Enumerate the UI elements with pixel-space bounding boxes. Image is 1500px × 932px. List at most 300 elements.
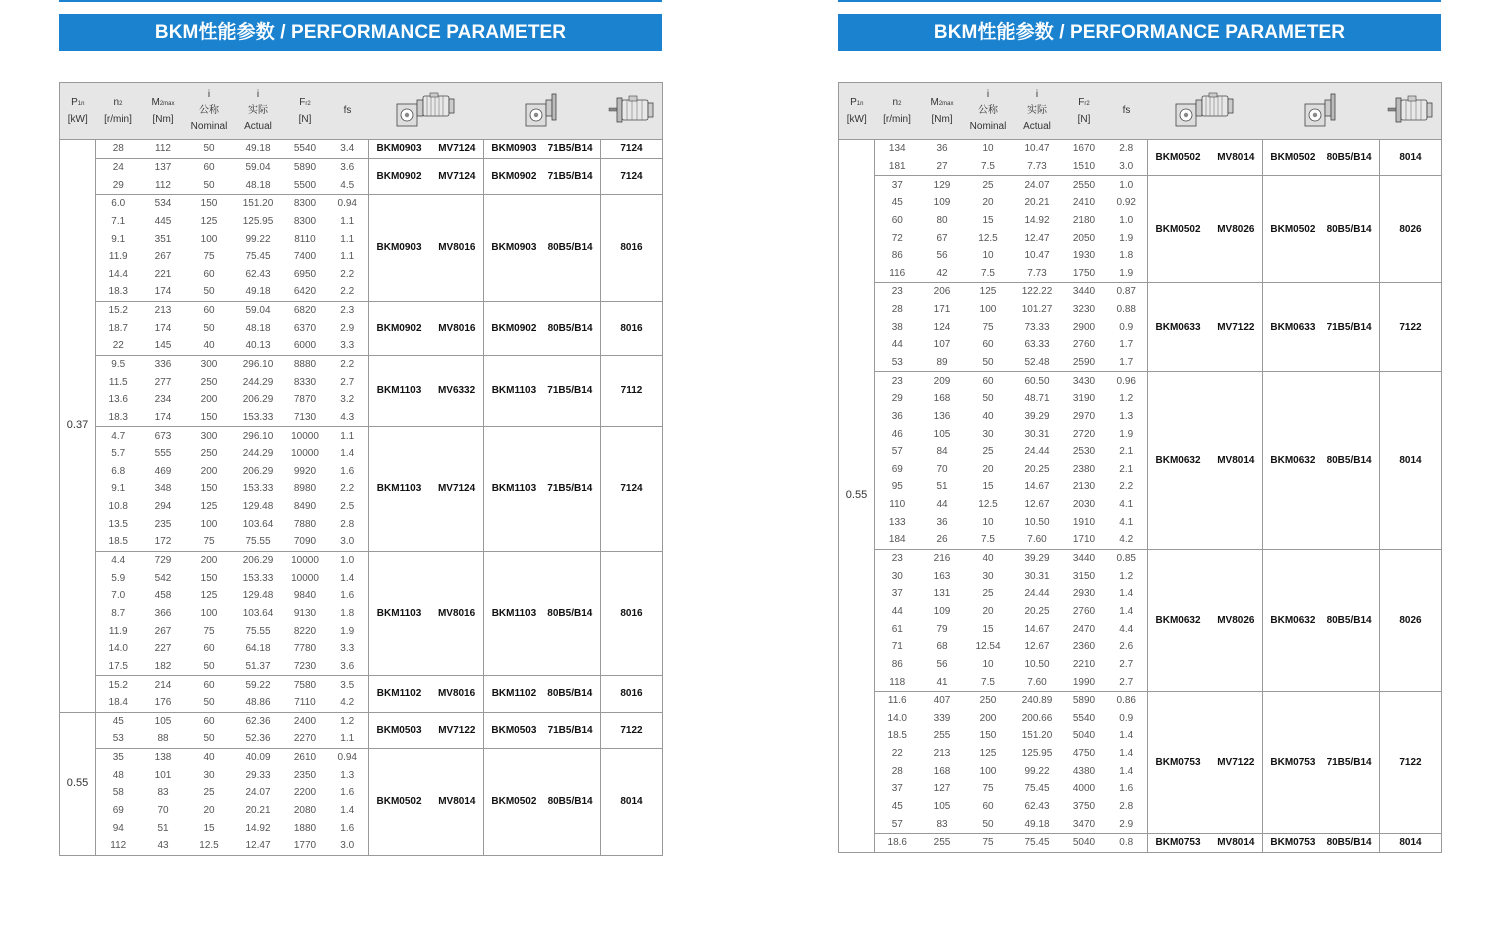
flange-code: 71B5/B14 xyxy=(547,143,593,155)
gearbox-code: BKM0502 xyxy=(1155,152,1201,164)
motor-model-cell: 8014 xyxy=(601,748,663,855)
torque-cell: 227 xyxy=(154,643,172,655)
ratio-nominal-cell: 12.5 xyxy=(978,499,998,511)
ratio-actual-cell: 51.37 xyxy=(245,660,271,672)
radial-load-cell: 1880 xyxy=(293,822,317,834)
service-factor-cell: 1.0 xyxy=(1106,176,1148,194)
table-row xyxy=(839,549,1442,567)
torque-cell: 182 xyxy=(154,660,172,672)
ratio-nominal-cell: 40 xyxy=(982,410,994,422)
speed-cell: 30 xyxy=(891,570,903,582)
ratio-actual-cell: 129.48 xyxy=(242,590,274,602)
header-force-symbol: F xyxy=(299,96,306,108)
ratio-actual-cell: 24.07 xyxy=(245,787,271,799)
ratio-nominal-cell: 125 xyxy=(200,215,218,227)
panel-title: BKM性能参数 / PERFORMANCE PARAMETER xyxy=(838,14,1441,51)
gearbox-code: BKM0502 xyxy=(491,796,537,808)
service-factor-cell: 0.85 xyxy=(1106,549,1148,567)
radial-load-cell: 10000 xyxy=(291,448,319,460)
torque-cell: 172 xyxy=(154,536,172,548)
ratio-nominal-cell: 60 xyxy=(186,676,233,694)
service-factor-cell: 2.1 xyxy=(1119,463,1134,475)
ratio-actual-cell: 12.67 xyxy=(1024,499,1050,511)
flange-code: 80B5/B14 xyxy=(547,688,593,700)
header-ratio-actual xyxy=(233,83,284,140)
speed-cell: 7.0 xyxy=(111,590,126,602)
speed-cell: 14.4 xyxy=(108,268,128,280)
speed-cell: 29 xyxy=(112,179,124,191)
radial-load-cell: 7400 xyxy=(293,251,317,263)
motor-model-cell: 8016 xyxy=(601,194,663,301)
header-force-symbol: F xyxy=(1078,96,1085,108)
service-factor-cell: 1.6 xyxy=(340,787,355,799)
ratio-nominal-cell: 10 xyxy=(982,658,994,670)
ratio-actual-cell: 153.33 xyxy=(242,411,274,423)
torque-cell: 88 xyxy=(157,733,169,745)
ratio-nominal-cell: 40 xyxy=(186,748,233,766)
ratio-actual-cell: 40.13 xyxy=(245,340,271,352)
service-factor-cell: 1.4 xyxy=(1119,730,1134,742)
header-ratio-cn: 实际 xyxy=(248,105,268,116)
service-factor-cell: 1.4 xyxy=(1119,588,1134,600)
header-power-unit: [kW] xyxy=(846,113,867,125)
radial-load-cell: 3430 xyxy=(1063,372,1106,390)
gearbox-code: BKM0632 xyxy=(1270,614,1316,626)
service-factor-cell: 1.6 xyxy=(340,590,355,602)
ratio-actual-cell: 39.29 xyxy=(1024,410,1050,422)
service-factor-cell: 4.1 xyxy=(1119,499,1134,511)
speed-cell: 116 xyxy=(889,267,906,279)
ratio-nominal-cell: 7.5 xyxy=(981,676,995,688)
radial-load-cell: 3150 xyxy=(1072,570,1096,582)
radial-load-cell: 2530 xyxy=(1072,446,1096,458)
gearbox-code: BKM0632 xyxy=(1270,455,1316,467)
gearbox-model-cell xyxy=(484,427,601,551)
service-factor-cell: 3.0 xyxy=(340,536,355,548)
radial-load-cell: 7090 xyxy=(293,536,317,548)
radial-load-cell: 1510 xyxy=(1072,160,1096,172)
flange-code: 71B5/B14 xyxy=(547,170,593,182)
gearbox-model-cell xyxy=(484,140,601,159)
ratio-nominal-cell: 25 xyxy=(203,787,215,799)
torque-cell: 89 xyxy=(936,357,948,368)
radial-load-cell: 6000 xyxy=(293,340,317,352)
radial-load-cell: 5540 xyxy=(1072,712,1096,724)
ratio-actual-cell: 103.64 xyxy=(242,518,274,530)
speed-cell: 9.1 xyxy=(111,483,126,495)
ratio-actual-cell: 59.04 xyxy=(233,158,284,176)
service-factor-cell: 1.4 xyxy=(340,448,355,460)
ratio-actual-cell: 48.18 xyxy=(245,322,271,334)
radial-load-cell: 2970 xyxy=(1072,410,1096,422)
speed-cell: 11.9 xyxy=(108,251,128,263)
torque-cell: 469 xyxy=(154,465,172,477)
gearbox-code: BKM0753 xyxy=(1270,756,1316,768)
gearmotor-model-cell xyxy=(369,355,484,427)
radial-load-cell: 10000 xyxy=(284,427,327,445)
gearbox-flange-icon xyxy=(520,92,564,130)
motor-code: MV7122 xyxy=(1217,321,1255,333)
table-row xyxy=(839,833,1442,852)
header-motor-gearbox xyxy=(1148,83,1263,140)
service-factor-cell: 1.1 xyxy=(340,215,355,227)
torque-cell: 43 xyxy=(141,837,186,855)
ratio-actual-cell: 7.73 xyxy=(1027,160,1047,172)
header-speed-symbol: n xyxy=(892,96,899,108)
header-gearbox xyxy=(484,83,601,140)
ratio-actual-cell: 103.64 xyxy=(242,607,274,619)
service-factor-cell: 1.6 xyxy=(340,822,355,834)
service-factor-cell: 4.2 xyxy=(1119,534,1134,546)
torque-cell: 112 xyxy=(155,143,171,155)
ratio-actual-cell: 122.22 xyxy=(1012,283,1063,301)
ratio-actual-cell: 59.04 xyxy=(233,301,284,319)
radial-load-cell: 8490 xyxy=(293,501,317,513)
motor-code: MV8016 xyxy=(437,607,476,619)
gearbox-model-cell xyxy=(484,676,601,712)
speed-cell: 36 xyxy=(891,410,903,422)
gearbox-code: BKM0902 xyxy=(376,322,422,334)
torque-cell: 555 xyxy=(154,448,172,460)
ratio-actual-cell: 14.92 xyxy=(245,822,271,834)
gearbox-code: BKM0503 xyxy=(491,724,537,736)
header-power-sub: 1n xyxy=(856,100,864,107)
torque-cell: 112 xyxy=(155,179,171,191)
power-cell: 0.37 xyxy=(60,140,96,713)
speed-cell: 86 xyxy=(891,658,903,670)
ratio-nominal-cell: 75 xyxy=(203,536,215,548)
gearbox-code: BKM0503 xyxy=(376,724,422,736)
table-row xyxy=(60,301,663,319)
ratio-nominal-cell: 75 xyxy=(965,833,1012,852)
torque-cell: 235 xyxy=(154,518,172,530)
gearbox-code: BKM0902 xyxy=(491,170,537,182)
motor-code: MV8016 xyxy=(437,688,476,700)
gearbox-flange-icon xyxy=(1299,92,1343,130)
header-ratio-en: Nominal xyxy=(969,121,1007,132)
radial-load-cell: 6420 xyxy=(293,286,317,298)
ratio-nominal-cell: 150 xyxy=(200,411,218,423)
radial-load-cell: 2210 xyxy=(1072,658,1096,670)
torque-cell: 348 xyxy=(154,483,172,495)
service-factor-cell: 4.2 xyxy=(327,694,369,712)
header-torque-unit: [Nm] xyxy=(931,113,953,125)
motor-code: MV7122 xyxy=(438,724,476,736)
torque-cell: 36 xyxy=(936,516,948,528)
speed-cell: 11.6 xyxy=(875,691,920,709)
gearbox-code: BKM1103 xyxy=(491,607,537,619)
torque-cell: 366 xyxy=(154,607,172,619)
service-factor-cell: 3.3 xyxy=(340,340,355,352)
ratio-actual-cell: 24.44 xyxy=(1024,446,1050,458)
radial-load-cell: 7130 xyxy=(293,411,317,423)
gearmotor-model-cell xyxy=(369,748,484,855)
torque-cell: 174 xyxy=(154,286,172,298)
gearbox-code: BKM0753 xyxy=(1155,756,1201,768)
speed-cell: 57 xyxy=(891,446,903,458)
ratio-actual-cell: 125.95 xyxy=(1021,748,1053,760)
ratio-nominal-cell: 60 xyxy=(186,158,233,176)
speed-cell: 53 xyxy=(112,733,124,745)
ratio-actual-cell: 49.18 xyxy=(1024,818,1050,830)
gearmotor-model-cell xyxy=(1148,833,1263,852)
ratio-nominal-cell: 25 xyxy=(965,176,1012,194)
ratio-nominal-cell: 10 xyxy=(982,143,994,155)
torque-cell: 267 xyxy=(154,251,172,263)
radial-load-cell: 5040 xyxy=(1072,730,1096,742)
service-factor-cell: 2.2 xyxy=(340,286,355,298)
table-row xyxy=(60,140,663,159)
motor-icon xyxy=(1386,92,1434,130)
performance-table xyxy=(838,82,1442,853)
torque-cell: 129 xyxy=(920,176,965,194)
radial-load-cell: 1930 xyxy=(1072,250,1096,262)
header-ratio-en: Actual xyxy=(1023,121,1051,132)
torque-cell: 83 xyxy=(936,818,948,830)
ratio-nominal-cell: 15 xyxy=(982,623,994,635)
torque-cell: 26 xyxy=(936,534,948,546)
service-factor-cell: 1.1 xyxy=(327,427,369,445)
ratio-nominal-cell: 300 xyxy=(186,355,233,373)
radial-load-cell: 7580 xyxy=(284,676,327,694)
gearbox-model-cell xyxy=(1263,549,1380,691)
gearbox-code: BKM0902 xyxy=(376,170,422,182)
ratio-nominal-cell: 50 xyxy=(203,179,215,191)
header-power-sub: 1n xyxy=(77,100,85,107)
speed-cell: 45 xyxy=(112,715,124,727)
radial-load-cell: 3440 xyxy=(1063,549,1106,567)
ratio-actual-cell: 49.18 xyxy=(245,286,271,298)
torque-cell: 176 xyxy=(141,694,186,712)
gearmotor-model-cell xyxy=(369,140,484,159)
service-factor-cell: 1.4 xyxy=(340,805,355,817)
header-motor-gearbox xyxy=(369,83,484,140)
radial-load-cell: 3750 xyxy=(1072,801,1096,813)
ratio-nominal-cell: 100 xyxy=(979,765,997,777)
motor-gearbox-icon xyxy=(1173,92,1237,130)
header-torque-symbol: M xyxy=(151,96,160,108)
header-speed-sub: 2 xyxy=(119,100,123,107)
header-speed-sub: 2 xyxy=(898,100,902,107)
service-factor-cell: 1.2 xyxy=(1119,570,1134,582)
radial-load-cell: 3440 xyxy=(1063,283,1106,301)
speed-cell: 61 xyxy=(891,623,903,635)
motor-code: MV8014 xyxy=(1217,837,1255,849)
gearbox-code: BKM0633 xyxy=(1270,321,1316,333)
ratio-nominal-cell: 250 xyxy=(200,376,218,388)
speed-cell: 22 xyxy=(891,748,903,760)
header-fs-label: fs xyxy=(343,105,352,116)
ratio-nominal-cell: 200 xyxy=(200,394,218,406)
speed-cell: 69 xyxy=(891,463,903,475)
torque-cell: 168 xyxy=(933,393,951,405)
ratio-nominal-cell: 50 xyxy=(982,818,994,830)
speed-cell: 6.0 xyxy=(96,194,141,212)
motor-code: MV8016 xyxy=(438,322,476,334)
torque-cell: 79 xyxy=(936,623,948,635)
service-factor-cell: 1.8 xyxy=(340,607,355,619)
header-force-unit: [N] xyxy=(1077,113,1091,125)
ratio-actual-cell: 40.09 xyxy=(233,748,284,766)
ratio-actual-cell: 101.27 xyxy=(1021,304,1053,316)
torque-cell: 267 xyxy=(154,625,172,637)
ratio-nominal-cell: 60 xyxy=(203,643,215,655)
radial-load-cell: 6820 xyxy=(284,301,327,319)
ratio-nominal-cell: 75 xyxy=(203,625,215,637)
radial-load-cell: 10000 xyxy=(291,572,319,584)
service-factor-cell: 1.9 xyxy=(1119,267,1134,279)
service-factor-cell: 1.0 xyxy=(327,551,369,569)
torque-cell: 351 xyxy=(154,233,172,245)
torque-cell: 70 xyxy=(157,805,169,817)
ratio-actual-cell: 244.29 xyxy=(242,448,274,460)
speed-cell: 37 xyxy=(891,588,903,600)
speed-cell: 69 xyxy=(112,805,124,817)
torque-cell: 51 xyxy=(157,822,169,834)
service-factor-cell: 2.7 xyxy=(1119,658,1134,670)
radial-load-cell: 2180 xyxy=(1072,214,1096,226)
torque-cell: 458 xyxy=(154,590,172,602)
speed-cell: 13.6 xyxy=(108,394,128,406)
radial-load-cell: 7870 xyxy=(293,394,317,406)
flange-code: 80B5/B14 xyxy=(1326,223,1372,235)
motor-gearbox-icon xyxy=(394,92,458,130)
torque-cell: 163 xyxy=(933,570,951,582)
speed-cell: 15.2 xyxy=(96,301,141,319)
ratio-actual-cell: 24.44 xyxy=(1024,588,1050,600)
service-factor-cell: 1.9 xyxy=(1119,428,1134,440)
radial-load-cell: 1910 xyxy=(1072,516,1096,528)
torque-cell: 136 xyxy=(933,410,951,422)
speed-cell: 11.9 xyxy=(108,625,128,637)
header-torque-sub: 2max xyxy=(159,100,175,107)
service-factor-cell: 0.8 xyxy=(1106,833,1148,852)
flange-code: 80B5/B14 xyxy=(1326,152,1372,164)
gearbox-code: BKM1102 xyxy=(491,688,537,700)
gearmotor-model-cell xyxy=(369,427,484,551)
motor-model-cell: 7122 xyxy=(1380,691,1442,833)
service-factor-cell: 3.2 xyxy=(340,394,355,406)
radial-load-cell: 7780 xyxy=(293,643,317,655)
speed-cell: 48 xyxy=(112,769,124,781)
gearbox-code: BKM0903 xyxy=(491,143,537,155)
ratio-nominal-cell: 40 xyxy=(203,340,215,352)
motor-model-cell: 8016 xyxy=(601,551,663,675)
flange-code: 71B5/B14 xyxy=(547,483,593,495)
gearbox-code: BKM0632 xyxy=(1155,614,1201,626)
ratio-nominal-cell: 20 xyxy=(203,805,215,817)
motor-code: MV6332 xyxy=(437,385,476,397)
speed-cell: 14.0 xyxy=(887,712,907,724)
ratio-nominal-cell: 150 xyxy=(979,730,997,742)
torque-cell: 44 xyxy=(936,499,948,511)
header-ratio-symbol: i xyxy=(207,89,211,100)
torque-cell: 42 xyxy=(936,267,948,279)
gearbox-code: BKM0502 xyxy=(1270,152,1316,164)
gearbox-code: BKM0902 xyxy=(491,322,537,334)
radial-load-cell: 1710 xyxy=(1072,534,1096,546)
torque-cell: 542 xyxy=(154,572,172,584)
radial-load-cell: 2760 xyxy=(1072,605,1096,617)
torque-cell: 105 xyxy=(154,715,172,727)
ratio-actual-cell: 296.10 xyxy=(233,355,284,373)
radial-load-cell: 8300 xyxy=(293,215,317,227)
torque-cell: 294 xyxy=(154,501,172,513)
ratio-actual-cell: 240.89 xyxy=(1012,691,1063,709)
gearmotor-model-cell xyxy=(1148,176,1263,283)
ratio-nominal-cell: 30 xyxy=(203,769,215,781)
motor-model-cell: 8026 xyxy=(1380,176,1442,283)
header-force-sub: r2 xyxy=(1084,100,1090,107)
header-ratio-nominal xyxy=(965,83,1012,140)
ratio-actual-cell: 64.18 xyxy=(245,643,271,655)
flange-code: 71B5/B14 xyxy=(547,385,593,397)
service-factor-cell: 1.7 xyxy=(1119,357,1134,368)
ratio-actual-cell: 63.33 xyxy=(1024,339,1050,351)
service-factor-cell: 0.9 xyxy=(1119,321,1134,333)
service-factor-cell: 0.9 xyxy=(1119,712,1134,724)
radial-load-cell: 7880 xyxy=(293,518,317,530)
service-factor-cell: 1.6 xyxy=(1119,783,1134,795)
service-factor-cell: 2.7 xyxy=(1119,676,1134,688)
gearbox-model-cell xyxy=(1263,833,1380,852)
radial-load-cell: 5040 xyxy=(1063,833,1106,852)
torque-cell: 105 xyxy=(933,801,951,813)
gearbox-code: BKM0502 xyxy=(376,796,422,808)
speed-cell: 110 xyxy=(889,499,906,511)
gearmotor-model-cell xyxy=(369,551,484,675)
gearbox-code: BKM1102 xyxy=(376,688,422,700)
ratio-nominal-cell: 10 xyxy=(982,516,994,528)
service-factor-cell: 2.9 xyxy=(340,322,355,334)
ratio-actual-cell: 59.22 xyxy=(233,676,284,694)
table-header-row xyxy=(60,83,663,140)
service-factor-cell: 0.92 xyxy=(1116,197,1136,209)
torque-cell: 534 xyxy=(141,194,186,212)
service-factor-cell: 2.2 xyxy=(340,268,355,280)
radial-load-cell: 4750 xyxy=(1072,748,1096,760)
power-cell: 0.55 xyxy=(60,712,96,855)
ratio-nominal-cell: 150 xyxy=(200,572,218,584)
ratio-nominal-cell: 7.5 xyxy=(981,267,995,279)
header-ratio-symbol: i xyxy=(1035,89,1039,100)
gearbox-code: BKM0753 xyxy=(1270,837,1316,849)
ratio-actual-cell: 24.07 xyxy=(1012,176,1063,194)
service-factor-cell: 1.0 xyxy=(1119,214,1134,226)
ratio-nominal-cell: 100 xyxy=(200,518,218,530)
flange-code: 80B5/B14 xyxy=(1326,455,1372,467)
flange-code: 80B5/B14 xyxy=(547,796,593,808)
ratio-actual-cell: 20.25 xyxy=(1024,463,1050,475)
motor-code: MV7122 xyxy=(1217,756,1255,768)
ratio-nominal-cell: 25 xyxy=(982,446,994,458)
service-factor-cell: 2.2 xyxy=(340,483,355,495)
service-factor-cell: 0.96 xyxy=(1106,372,1148,390)
ratio-actual-cell: 206.29 xyxy=(242,394,274,406)
table-row xyxy=(60,712,663,730)
ratio-nominal-cell: 15 xyxy=(203,822,215,834)
ratio-nominal-cell: 60 xyxy=(203,715,215,727)
ratio-nominal-cell: 200 xyxy=(200,465,218,477)
torque-cell: 124 xyxy=(933,321,951,333)
motor-model-cell: 7124 xyxy=(601,427,663,551)
speed-cell: 8.7 xyxy=(111,607,126,619)
header-torque-sub: 2max xyxy=(938,100,954,107)
radial-load-cell: 1750 xyxy=(1072,267,1096,279)
speed-cell: 18.5 xyxy=(108,536,128,548)
radial-load-cell: 2360 xyxy=(1072,641,1096,653)
speed-cell: 23 xyxy=(875,372,920,390)
